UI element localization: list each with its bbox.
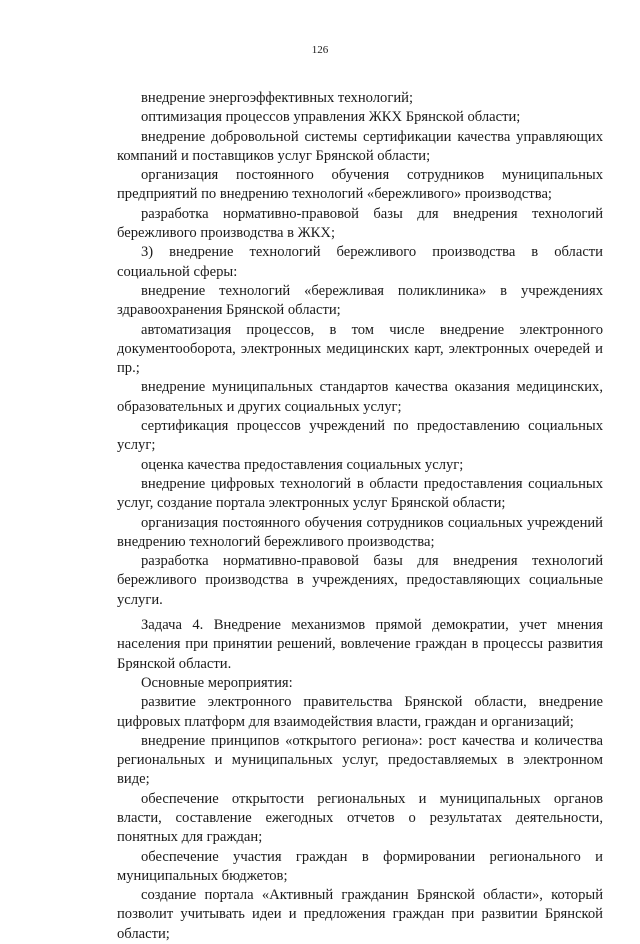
paragraph: организация постоянного обучения сотрудников социальных учреждений внедрению технологий бережливого производства;: [117, 514, 603, 550]
paragraph: внедрение добровольной системы сертификации качества управляющих компаний и поставщиков услуг Брянской области;: [117, 128, 603, 164]
paragraph: оптимизация процессов управления ЖКХ Брянской области;: [141, 109, 521, 126]
paragraph: организация постоянного обучения сотрудников муниципальных предприятий по внедрению технологий «бережливого» производства;: [117, 167, 603, 203]
paragraph: внедрение технологий «бережливая поликлиника» в учреждениях здравоохранения Брянской области;: [117, 282, 603, 319]
page-number: 126: [311, 44, 329, 56]
paragraph: разработка нормативно-правовой базы для внедрения технологий бережливого производства в учреждениях, предоставляющих социальные услуги.: [117, 553, 603, 608]
paragraph: развитие электронного правительства Брянской области, внедрение цифровых платформ для взаимодействия власти, граждан и организаций;: [117, 694, 603, 730]
paragraph: обеспечение открытости региональных и муниципальных органов власти, составление ежегодных отчетов о результатах деятельности, понятных для граждан;: [117, 790, 603, 846]
task-heading: Задача 4. Внедрение механизмов прямой демократии, учет мнения населения при принятии решений, вовлечение граждан в процессы развития Брянской области.: [117, 617, 603, 672]
paragraph: автоматизация процессов, в том числе внедрение электронного документооборота, электронных медицинских карт, электронных очередей и пр.;: [117, 321, 603, 377]
paragraph: внедрение цифровых технологий в области предоставления социальных услуг, создание портала электронных услуг Брянской области;: [117, 475, 603, 512]
paragraph: разработка нормативно-правовой базы для внедрения технологий бережливого производства в ЖКХ;: [117, 205, 603, 242]
paragraph: обеспечение участия граждан в формировании регионального и муниципальных бюджетов;: [117, 848, 603, 884]
paragraph: внедрение энергоэффективных технологий;: [141, 90, 414, 106]
paragraph: оценка качества предоставления социальных услуг;: [141, 456, 464, 473]
paragraph: сертификация процессов учреждений по предоставлению социальных услуг;: [117, 418, 603, 454]
document-body: [117, 89, 603, 944]
paragraph: внедрение принципов «открытого региона»: рост качества и количества региональных и муниципальных услуг, предоставляемых в электронном виде;: [117, 732, 603, 788]
paragraph: создание портала «Активный гражданин Брянской области», который позволит учитывать идеи и предложения граждан при развитии Брянской области;: [117, 887, 603, 942]
paragraph: внедрение муниципальных стандартов качества оказания медицинских, образовательных и других социальных услуг;: [117, 379, 603, 415]
paragraph: 3) внедрение технологий бережливого производства в области социальной сферы:: [117, 244, 603, 280]
section-label: Основные мероприятия:: [141, 674, 293, 691]
